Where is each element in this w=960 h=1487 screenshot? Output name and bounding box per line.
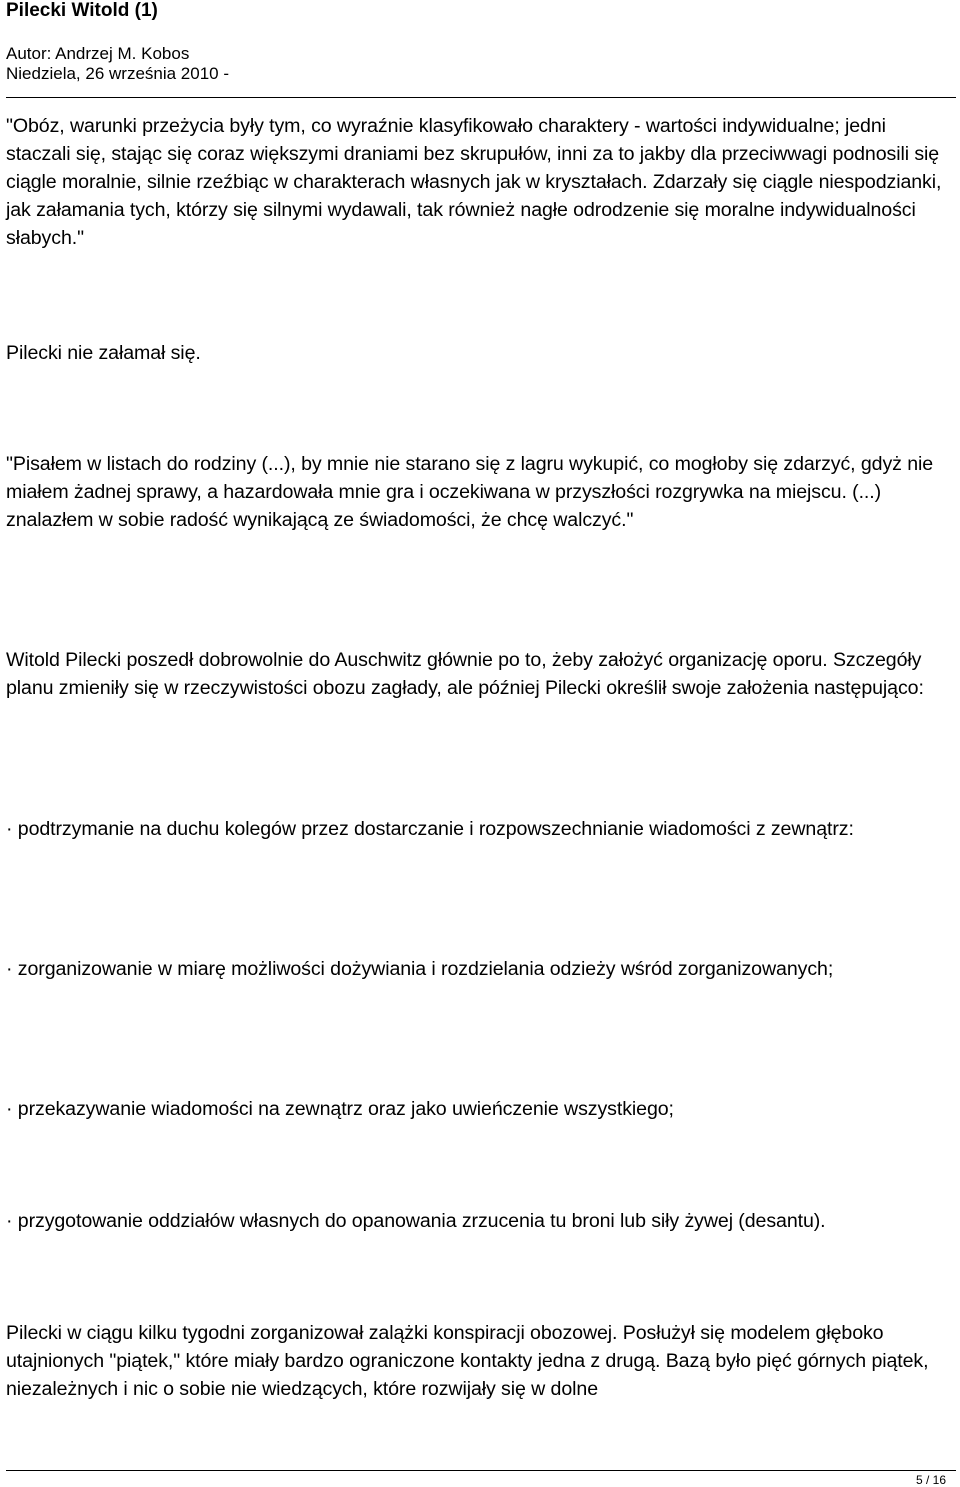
paragraph-conspiracy: Pilecki w ciągu kilku tygodni zorganizował zalążki konspiracji obozowej. Posłużył się modelem głęboko utajnionych "piątek," które miały bardzo ograniczone kontakty jedna z drugą. Bazą było pięć górnych piątek, niezależnych i nic o sobie nie wiedzących, które rozwijały się w dolne: [6, 1322, 929, 1400]
list-item-messages: · przekazywanie wiadomości na zewnątrz oraz jako uwieńczenie wszystkiego;: [6, 1098, 674, 1120]
paragraph-quote-letters: "Pisałem w listach do rodziny (...), by mnie nie starano się z lagru wykupić, co mogłoby się zdarzyć, gdyż nie miałem żadnej sprawy, a hazardowała mnie gra i oczekiwana w przyszłości rozgrywka na miejscu. (...) znalazłem w sobie radość wynikającą ze świadomości, że chcę walczyć.": [6, 453, 934, 531]
paragraph-auschwitz-goal: Witold Pilecki poszedł dobrowolnie do Auschwitz głównie po to, żeby założyć organizację oporu. Szczegóły planu zmieniły się w rzeczywistości obozu zagłady, ale później Pilecki określił swoje założenia następująco:: [6, 649, 924, 699]
list-item-units: · przygotowanie oddziałów własnych do opanowania zrzucenia tu broni lub siły żywej (desantu).: [6, 1210, 826, 1232]
document-header: [6, 0, 956, 84]
document-title: Pilecki Witold (1): [6, 0, 158, 21]
header-divider: [6, 97, 956, 98]
list-item-food-clothing: · zorganizowanie w miarę możliwości dożywiania i rozdzielania odzieży wśród zorganizowanych;: [6, 958, 834, 980]
paragraph-quote-camp: "Obóz, warunki przeżycia były tym, co wyraźnie klasyfikowało charaktery - wartości indywidualne; jedni staczali się, stając się coraz większymi draniami bez skrupułów, inni za to jakby dla przeciwwagi podnosili się ciągle moralnie, silnie rzeźbiąc w charakterach własnych jak w kryształach. Zdarzały się ciągle niespodzianki, jak załamania tych, którzy się silnymi wydawali, tak również nagłe odrodzenie się moralne indywidualności słabych.": [6, 115, 942, 249]
date-line: Niedziela, 26 września 2010 -: [6, 64, 230, 83]
list-item-morale: · podtrzymanie na duchu kolegów przez dostarczanie i rozpowszechnianie wiadomości z zewnątrz:: [6, 818, 854, 840]
page-number: 5 / 16: [915, 1473, 946, 1487]
author-line: Autor: Andrzej M. Kobos: [6, 44, 190, 63]
paragraph-pilecki-did-not-break: Pilecki nie załamał się.: [6, 342, 201, 364]
footer-divider: [6, 1470, 956, 1471]
